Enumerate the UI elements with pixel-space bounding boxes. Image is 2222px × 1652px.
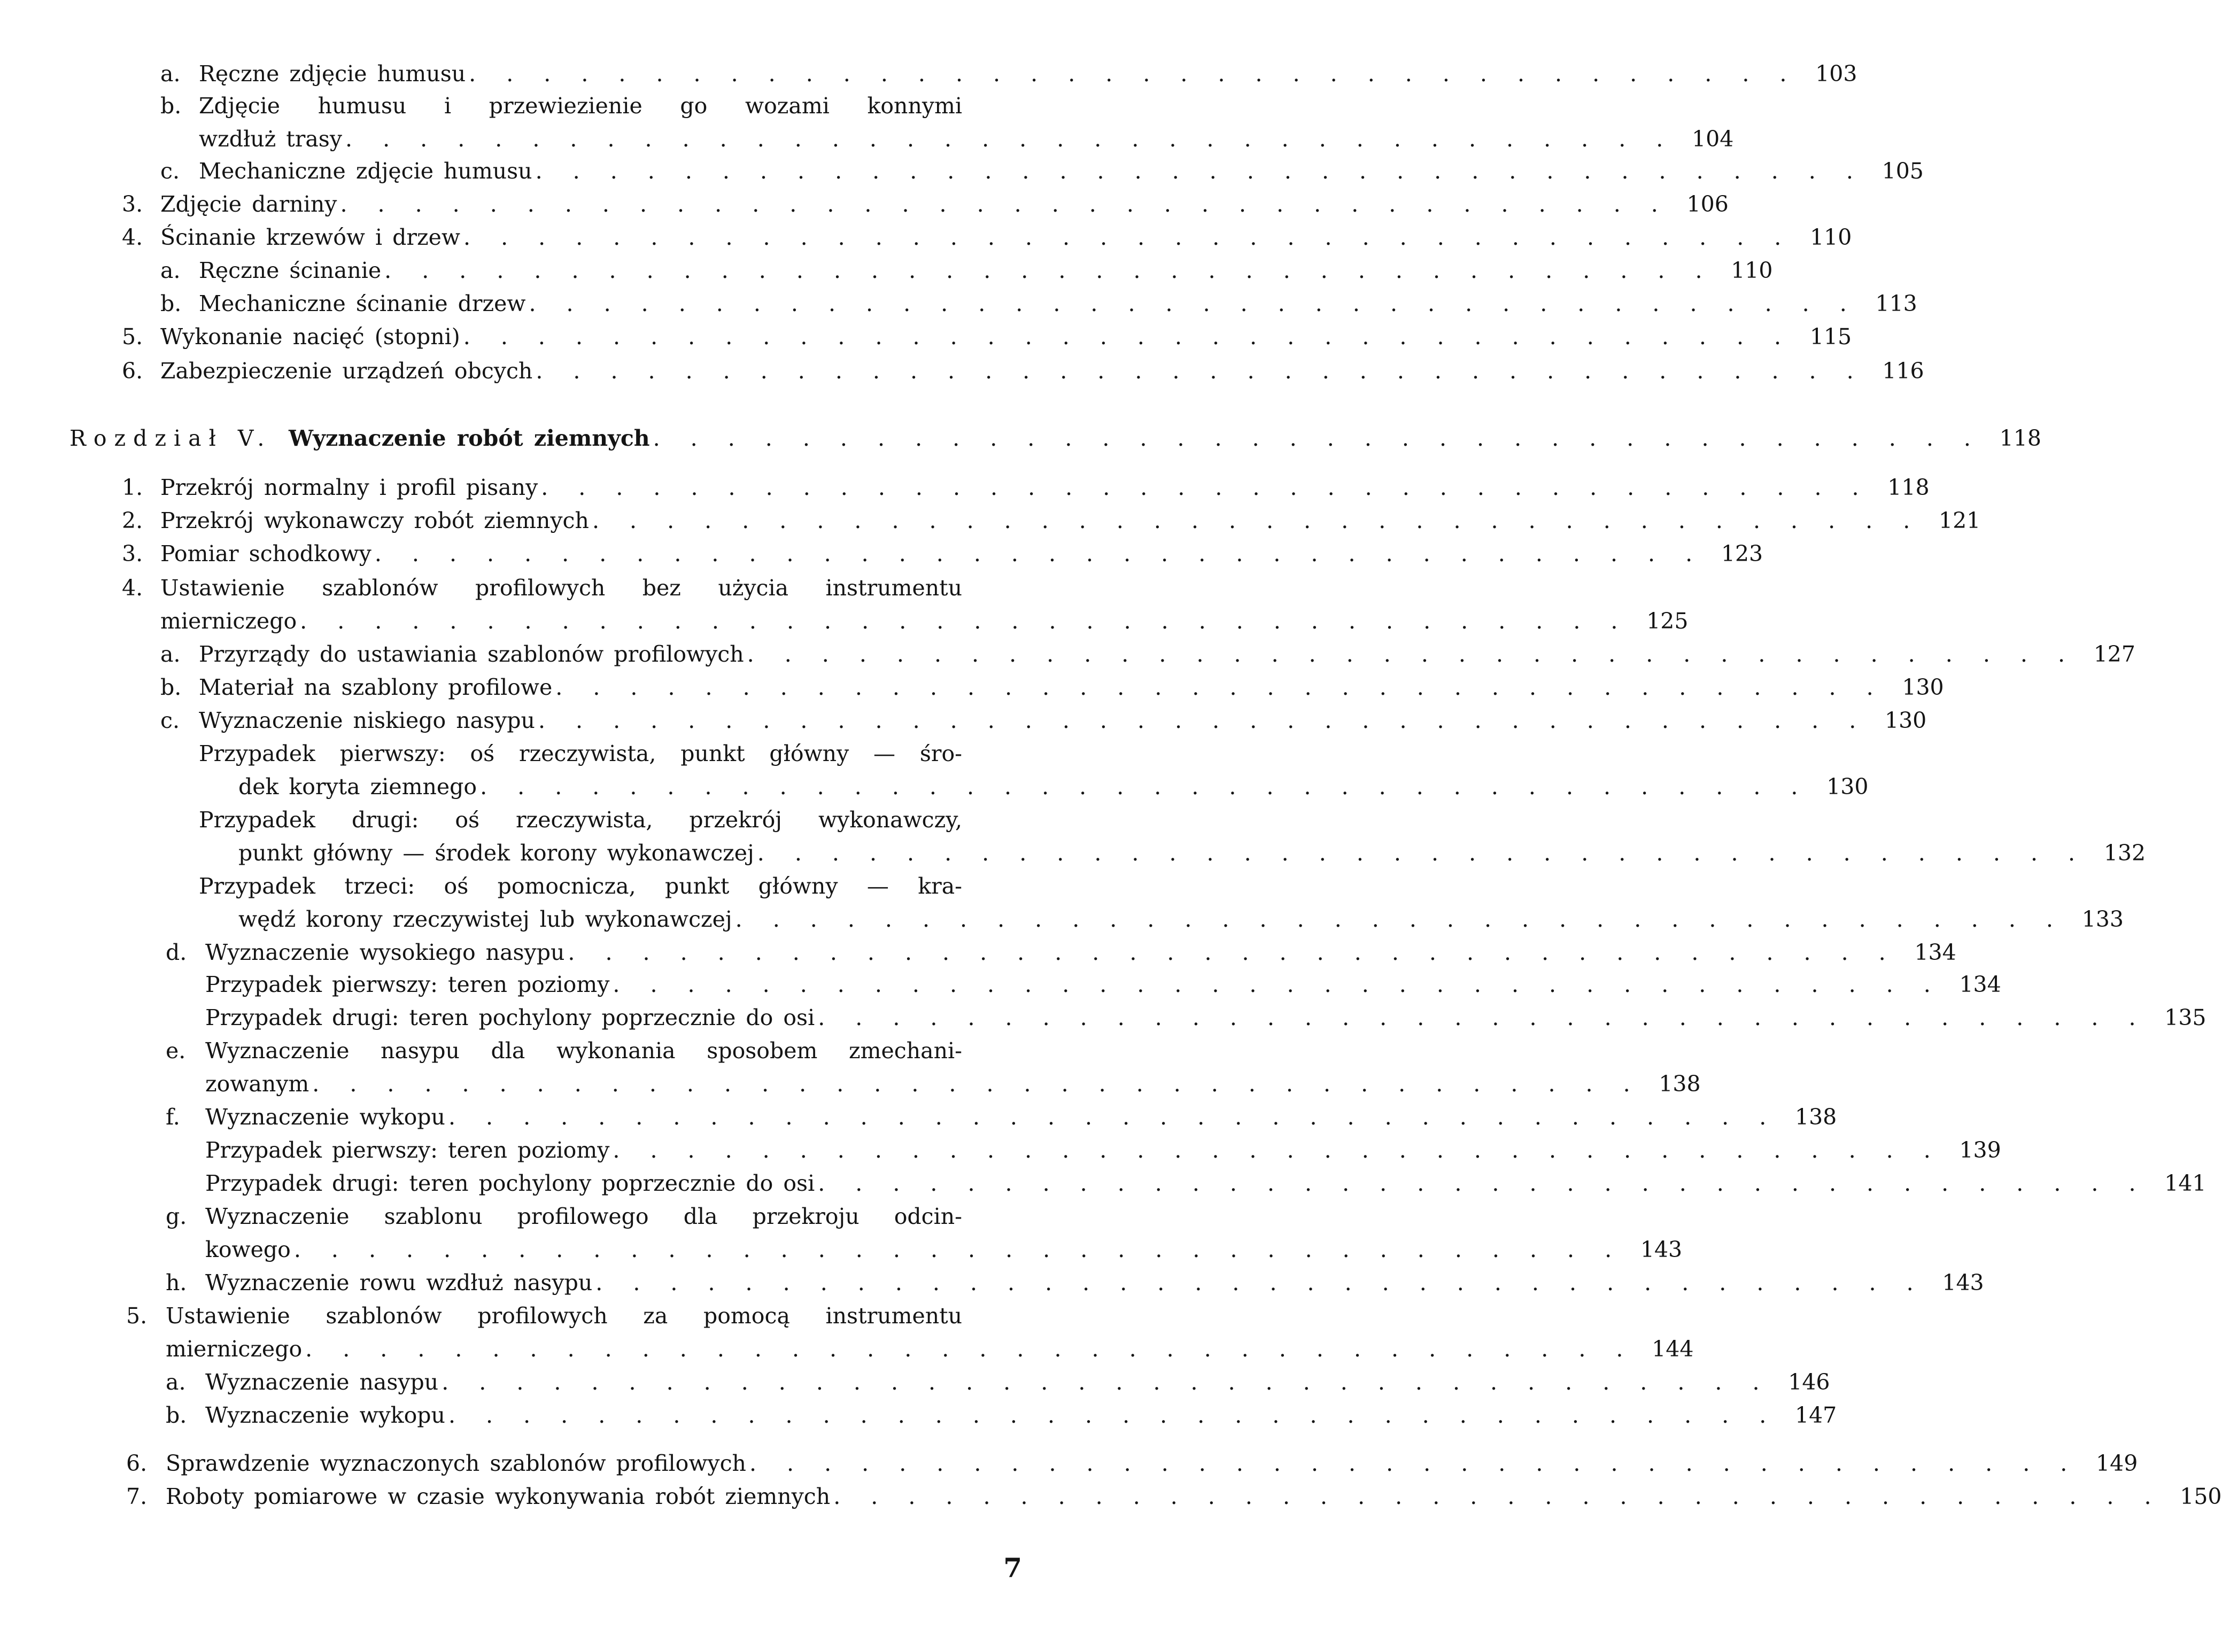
entry-page-number: 139 <box>1959 1137 2001 1163</box>
dot-leader: . . . . . . . . . . . . . . . . . . . . . . . . . . . . . . . . . . . . <box>384 258 1714 283</box>
entry-page-number: 135 <box>2164 1005 2206 1030</box>
toc-entry <box>205 1270 1984 1296</box>
entry-title: Zdjęcie humusu i przewiezienie go wozami konnymi <box>199 93 962 119</box>
toc-entry <box>199 708 1927 733</box>
entry-page-number: 130 <box>1902 674 1944 700</box>
entry-number: 3. <box>122 191 143 217</box>
entry-number: c. <box>160 158 180 184</box>
toc-entry <box>205 1237 1683 1262</box>
entry-body <box>160 224 1793 250</box>
dot-leader: . . . . . . . . . . . . . . . . . . . . . . . . . . . . . . . . . . . . <box>312 1071 1642 1097</box>
dot-leader: . . . . . . . . . . . . . . . . . . . . . . . . . . . . . . . . . . . . <box>448 1104 1778 1130</box>
entry-title: wędź korony rzeczywistej lub wykonawczej <box>238 906 732 932</box>
entry-title: Wyznaczenie wysokiego nasypu <box>205 940 565 965</box>
entry-page-number: 132 <box>2103 840 2146 866</box>
toc-entry <box>238 906 2124 932</box>
entry-title: punkt główny — środek korony wykonawczej <box>238 840 754 866</box>
entry-body <box>160 577 962 603</box>
toc-entry <box>238 774 1869 800</box>
entry-body <box>205 1073 1642 1095</box>
entry-body <box>199 260 1714 282</box>
dot-leader: . . . . . . . . . . . . . . . . . . . . . . . . . . . . . . . . . . . . <box>735 906 2065 932</box>
dot-leader: . . . . . . . . . . . . . . . . . . . . . . . . . . . . . . . . . . . . <box>293 1237 1624 1262</box>
entry-body <box>205 974 1942 996</box>
entry-body <box>199 160 1865 182</box>
entry-title: Mechaniczne ścinanie drzew <box>199 291 526 316</box>
entry-title: Przyrządy do ustawiania szablonów profilowych <box>199 641 744 667</box>
entry-title: Zdjęcie darniny <box>160 191 337 217</box>
entry-title: Zabezpieczenie urządzeń obcych <box>160 358 533 384</box>
entry-page-number: 103 <box>1815 61 1857 87</box>
entry-number: 3. <box>122 541 143 567</box>
entry-number: a. <box>160 258 181 283</box>
entry-page-number: 138 <box>1659 1071 1701 1097</box>
entry-number: f. <box>166 1104 180 1130</box>
entry-number: b. <box>160 93 182 119</box>
entry-body <box>238 906 2065 932</box>
dot-leader: . . . . . . . . . . . . . . . . . . . . . . . . . . . . . . . . . . . . <box>345 126 1675 152</box>
entry-page-number: 104 <box>1692 126 1734 152</box>
entry-title: Wyznaczenie nasypu dla wykonania sposobem zmechani- <box>205 1038 962 1064</box>
dot-leader: . . . . . . . . . . . . . . . . . . . . . . . . . . . . . . . . . . . . <box>463 324 1793 350</box>
page-number: 7 <box>1003 1552 1022 1584</box>
dot-leader: . . . . . . . . . . . . . . . . . . . . . . . . . . . . . . . . . . . . <box>568 940 1898 965</box>
toc-entry <box>160 475 1930 500</box>
entry-page-number: 118 <box>1999 425 2041 451</box>
dot-leader: . . . . . . . . . . . . . . . . . . . . . . . . . . . . . . . . . . . . <box>448 1402 1778 1428</box>
dot-leader: . . . . . . . . . . . . . . . . . . . . . . . . . . . . . . . . . . . . <box>300 608 1630 634</box>
entry-page-number: 110 <box>1731 258 1773 283</box>
toc-entry <box>205 1170 2206 1196</box>
entry-body <box>199 643 2077 665</box>
entry-page-number: 143 <box>1942 1270 1984 1296</box>
entry-title: Przypadek pierwszy: teren poziomy <box>205 972 610 997</box>
toc-entry <box>199 674 1944 700</box>
dot-leader: . . . . . . . . . . . . . . . . . . . . . . . . . . . . . . . . . . . . <box>653 425 1983 451</box>
toc-entry <box>160 577 1021 603</box>
dot-leader: . . . . . . . . . . . . . . . . . . . . . . . . . . . . . . . . . . . . <box>480 774 1810 800</box>
toc-entry <box>205 1137 2001 1163</box>
entry-page-number: 150 <box>2180 1484 2222 1509</box>
entry-page-number: 134 <box>1959 972 2001 997</box>
chapter-label: Rozdział V. <box>69 425 272 451</box>
entry-body <box>160 510 1922 532</box>
entry-page-number: 147 <box>1795 1402 1837 1428</box>
toc-entry <box>238 840 2146 866</box>
toc-entry <box>160 608 1689 634</box>
toc-entry <box>205 1206 1021 1232</box>
entry-body <box>199 809 962 835</box>
entry-title: Przypadek drugi: teren pochylony poprzecznie do osi <box>205 1005 815 1030</box>
entry-body <box>199 293 1859 315</box>
dot-leader: . . . . . . . . . . . . . . . . . . . . . . . . . . . . . . . . . . . . <box>535 158 1865 184</box>
dot-leader: . . . . . . . . . . . . . . . . . . . . . . . . . . . . . . . . . . . . <box>613 972 1942 997</box>
entry-title: dek koryta ziemnego <box>238 774 477 800</box>
entry-number: a. <box>160 641 181 667</box>
entry-body <box>205 1106 1778 1128</box>
entry-title: Wyznaczenie wykopu <box>205 1104 445 1130</box>
entry-body <box>160 543 1704 565</box>
entry-body <box>238 842 2087 864</box>
entry-body <box>199 128 1675 150</box>
entry-title: Przypadek trzeci: oś pomocnicza, punkt główny — kra- <box>199 873 962 899</box>
dot-leader: . . . . . . . . . . . . . . . . . . . . . . . . . . . . . . . . . . . . <box>555 674 1885 700</box>
entry-page-number: 138 <box>1795 1104 1837 1130</box>
entry-body <box>199 63 1798 85</box>
toc-entry <box>160 191 1729 217</box>
dot-leader: . . . . . . . . . . . . . . . . . . . . . . . . . . . . . . . . . . . . <box>592 508 1922 533</box>
entry-title: Ścinanie krzewów i drzew <box>160 224 460 250</box>
entry-number: 6. <box>126 1451 148 1476</box>
dot-leader: . . . . . . . . . . . . . . . . . . . . . . . . . . . . . . . . . . . . <box>747 641 2077 667</box>
toc-entry <box>199 61 1857 87</box>
entry-body <box>199 674 1885 700</box>
entry-title: Materiał na szablony profilowe <box>199 674 553 700</box>
toc-entry <box>160 224 1852 250</box>
entry-title: Wykonanie nacięć (stopni) <box>160 324 460 350</box>
dot-leader: . . . . . . . . . . . . . . . . . . . . . . . . . . . . . . . . . . . . <box>536 358 1865 384</box>
entry-title: wzdłuż trasy <box>199 126 342 152</box>
entry-title: Ręczne ścinanie <box>199 258 382 283</box>
entry-page-number: 133 <box>2081 906 2124 932</box>
toc-entry <box>199 743 1021 769</box>
toc-entry <box>199 641 2135 667</box>
entry-body <box>205 1007 2148 1029</box>
entry-title: Wyznaczenie wykopu <box>205 1402 445 1428</box>
toc-entry <box>199 126 1734 152</box>
entry-body <box>199 710 1868 732</box>
toc-entry <box>205 1005 2206 1030</box>
entry-title: Mechaniczne zdjęcie humusu <box>199 158 532 184</box>
dot-leader: . . . . . . . . . . . . . . . . . . . . . . . . . . . . . . . . . . . . <box>529 291 1859 316</box>
entry-title: Przypadek drugi: oś rzeczywista, przekrój wykonawczy, <box>199 807 962 833</box>
entry-title: Wyznaczenie niskiego nasypu <box>199 708 535 733</box>
entry-body <box>166 1338 1635 1360</box>
entry-page-number: 149 <box>2096 1451 2138 1476</box>
entry-title: Ręczne zdjęcie humusu <box>199 61 466 87</box>
dot-leader: . . . . . . . . . . . . . . . . . . . . . . . . . . . . . . . . . . . . <box>374 541 1705 567</box>
entry-page-number: 125 <box>1646 608 1689 634</box>
entry-body <box>205 1170 2148 1196</box>
entry-title: Pomiar schodkowy <box>160 541 371 567</box>
toc-entry <box>166 1305 1021 1331</box>
entry-title: mierniczego <box>160 608 297 634</box>
entry-title: mierniczego <box>166 1336 303 1362</box>
entry-number: 2. <box>122 508 143 533</box>
toc-entry <box>205 972 2001 997</box>
entry-page-number: 144 <box>1652 1336 1694 1362</box>
toc-entry <box>205 1040 1021 1066</box>
entry-body <box>166 1486 2163 1508</box>
chapter-title: Wyznaczenie robót ziemnych <box>289 425 650 451</box>
entry-body <box>205 1371 1771 1393</box>
toc-entry <box>205 1071 1701 1097</box>
entry-page-number: 130 <box>1885 708 1927 733</box>
entry-body <box>166 1453 2079 1475</box>
dot-leader: . . . . . . . . . . . . . . . . . . . . . . . . . . . . . . . . . . . . <box>469 61 1799 87</box>
entry-number: c. <box>160 708 180 733</box>
toc-entry <box>205 940 1956 965</box>
toc-entry <box>166 1336 1694 1362</box>
toc-entry <box>199 809 1021 835</box>
dot-leader: . . . . . . . . . . . . . . . . . . . . . . . . . . . . . . . . . . . . <box>340 191 1670 217</box>
toc-entry <box>160 358 1924 384</box>
entry-body <box>205 1402 1778 1428</box>
entry-number: 5. <box>126 1303 148 1329</box>
entry-body <box>160 193 1670 215</box>
entry-body <box>160 477 1871 499</box>
entry-body <box>238 776 1809 798</box>
entry-number: a. <box>160 61 181 87</box>
entry-number: b. <box>160 674 182 700</box>
dot-leader: . . . . . . . . . . . . . . . . . . . . . . . . . . . . . . . . . . . . <box>833 1484 2163 1509</box>
entry-body <box>199 743 962 769</box>
entry-title: Przekrój wykonawczy robót ziemnych <box>160 508 589 533</box>
entry-page-number: 115 <box>1809 324 1852 350</box>
entry-body <box>205 1139 1942 1161</box>
entry-number: 6. <box>122 358 143 384</box>
entry-page-number: 113 <box>1875 291 1917 316</box>
entry-body <box>199 875 962 902</box>
entry-page-number: 110 <box>1810 224 1852 250</box>
dot-leader: . . . . . . . . . . . . . . . . . . . . . . . . . . . . . . . . . . . . <box>757 840 2087 866</box>
entry-page-number: 121 <box>1939 508 1981 533</box>
entry-number: e. <box>166 1038 186 1064</box>
entry-title: Wyznaczenie nasypu <box>205 1369 439 1395</box>
dot-leader: . . . . . . . . . . . . . . . . . . . . . . . . . . . . . . . . . . . . <box>463 224 1793 250</box>
toc-entry <box>205 1402 1837 1428</box>
entry-number: 5. <box>122 324 143 350</box>
toc-entry <box>160 541 1763 567</box>
entry-body <box>160 326 1793 348</box>
entry-page-number: 141 <box>2164 1170 2206 1196</box>
dot-leader: . . . . . . . . . . . . . . . . . . . . . . . . . . . . . . . . . . . . <box>305 1336 1635 1362</box>
entry-title: Ustawienie szablonów profilowych za pomocą instrumentu <box>166 1303 962 1329</box>
entry-title: zowanym <box>205 1071 309 1097</box>
entry-title: Przypadek pierwszy: teren poziomy <box>205 1137 610 1163</box>
entry-number: g. <box>166 1204 187 1229</box>
entry-page-number: 130 <box>1826 774 1869 800</box>
entry-number: b. <box>160 291 182 316</box>
entry-number: a. <box>166 1369 186 1395</box>
entry-page-number: 106 <box>1686 191 1729 217</box>
entry-page-number: 116 <box>1882 358 1924 384</box>
entry-body <box>205 1206 962 1232</box>
entry-title: Sprawdzenie wyznaczonych szablonów profilowych <box>166 1451 746 1476</box>
toc-entry <box>166 1484 2222 1509</box>
entry-title: Przypadek pierwszy: oś rzeczywista, punkt główny — śro- <box>199 741 962 766</box>
toc-entry <box>199 158 1924 184</box>
dot-leader: . . . . . . . . . . . . . . . . . . . . . . . . . . . . . . . . . . . . <box>595 1270 1925 1296</box>
entry-number: 7. <box>126 1484 148 1509</box>
entry-page-number: 127 <box>2093 641 2135 667</box>
entry-title: Wyznaczenie rowu wzdłuż nasypu <box>205 1270 593 1296</box>
dot-leader: . . . . . . . . . . . . . . . . . . . . . . . . . . . . . . . . . . . . <box>541 475 1871 500</box>
entry-body <box>205 1040 962 1066</box>
entry-body <box>205 1272 1925 1294</box>
entry-body <box>160 360 1865 382</box>
entry-page-number: 134 <box>1914 940 1956 965</box>
entry-body <box>199 95 962 121</box>
entry-page-number: 146 <box>1788 1369 1830 1395</box>
entry-number: 4. <box>122 224 143 250</box>
dot-leader: . . . . . . . . . . . . . . . . . . . . . . . . . . . . . . . . . . . . <box>818 1170 2148 1196</box>
dot-leader: . . . . . . . . . . . . . . . . . . . . . . . . . . . . . . . . . . . . <box>538 708 1868 733</box>
entry-page-number: 123 <box>1721 541 1763 567</box>
entry-body <box>166 1305 962 1331</box>
entry-number: 4. <box>122 575 143 601</box>
toc-entry <box>205 1104 1837 1130</box>
entry-page-number: 118 <box>1887 475 1930 500</box>
toc-entry <box>289 425 2041 451</box>
entry-title: Roboty pomiarowe w czasie wykonywania robót ziemnych <box>166 1484 831 1509</box>
entry-body <box>205 1239 1623 1261</box>
dot-leader: . . . . . . . . . . . . . . . . . . . . . . . . . . . . . . . . . . . . <box>818 1005 2148 1030</box>
toc-entry <box>160 324 1852 350</box>
toc-entry <box>199 291 1917 316</box>
entry-page-number: 143 <box>1640 1237 1683 1262</box>
entry-body <box>205 942 1898 964</box>
entry-number: h. <box>166 1270 187 1296</box>
entry-body <box>289 425 1983 451</box>
dot-leader: . . . . . . . . . . . . . . . . . . . . . . . . . . . . . . . . . . . . <box>749 1451 2079 1476</box>
entry-title: Ustawienie szablonów profilowych bez użycia instrumentu <box>160 575 962 601</box>
toc-entry <box>166 1451 2138 1476</box>
entry-body <box>160 610 1629 632</box>
dot-leader: . . . . . . . . . . . . . . . . . . . . . . . . . . . . . . . . . . . . <box>613 1137 1942 1163</box>
entry-title: kowego <box>205 1237 291 1262</box>
entry-title: Wyznaczenie szablonu profilowego dla przekroju odcin- <box>205 1204 962 1229</box>
entry-page-number: 105 <box>1882 158 1924 184</box>
toc-entry <box>199 95 1021 121</box>
entry-title: Przypadek drugi: teren pochylony poprzecznie do osi <box>205 1170 815 1196</box>
toc-entry <box>199 875 1021 902</box>
entry-number: d. <box>166 940 187 965</box>
toc-entry <box>199 258 1773 283</box>
toc-entry <box>205 1369 1830 1395</box>
toc-entry <box>160 508 1981 533</box>
entry-number: 1. <box>122 475 143 500</box>
entry-number: b. <box>166 1402 187 1428</box>
entry-title: Przekrój normalny i profil pisany <box>160 475 538 500</box>
dot-leader: . . . . . . . . . . . . . . . . . . . . . . . . . . . . . . . . . . . . <box>442 1369 1771 1395</box>
